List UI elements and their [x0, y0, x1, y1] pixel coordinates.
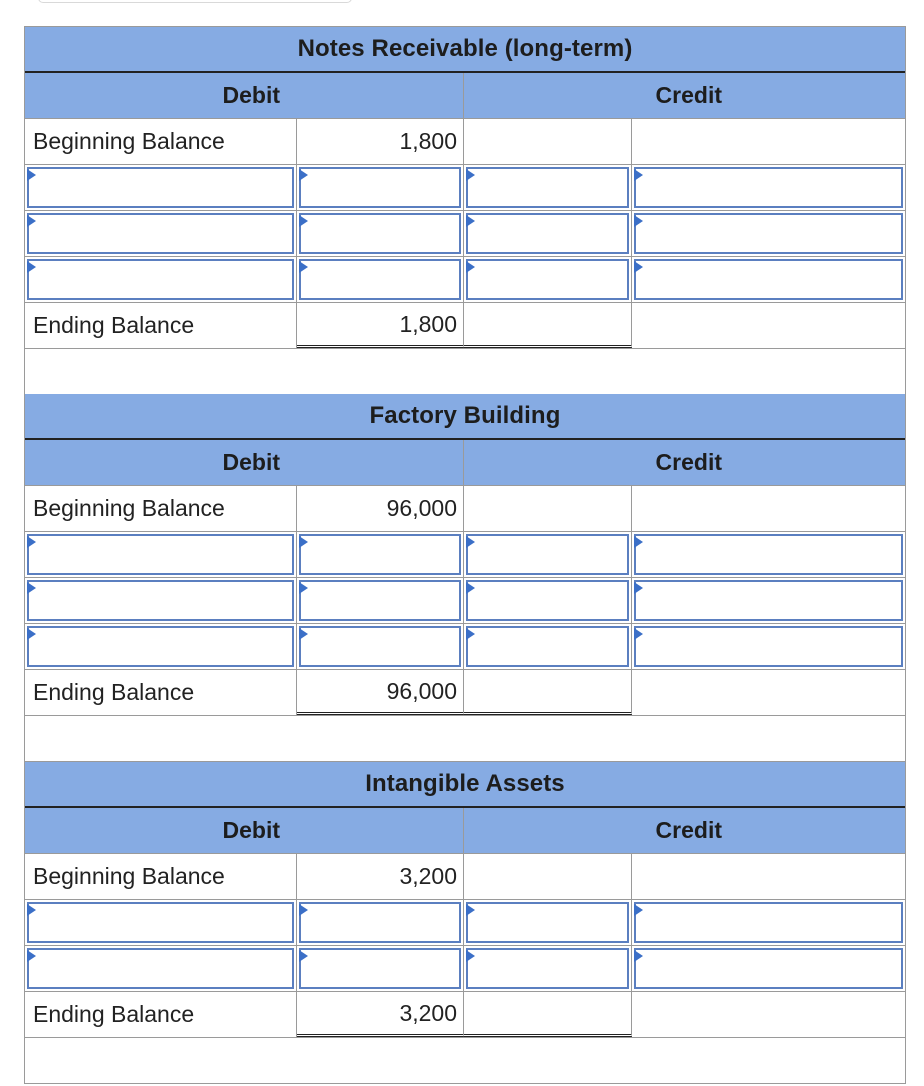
- credit-header: Credit: [655, 449, 722, 475]
- debit-header: Debit: [222, 82, 280, 108]
- dropdown-arrow-icon: [466, 950, 475, 962]
- dropdown-arrow-icon: [466, 169, 475, 181]
- debit-amount-input[interactable]: [299, 580, 461, 621]
- credit-amount-input[interactable]: [466, 213, 629, 254]
- dropdown-arrow-icon: [634, 169, 643, 181]
- beginning-balance-value: 1,800: [297, 119, 464, 164]
- debit-amount-input[interactable]: [299, 167, 461, 208]
- beginning-balance-label: Beginning Balance: [25, 486, 297, 531]
- debit-account-select[interactable]: [27, 948, 294, 989]
- entry-row: [25, 257, 905, 303]
- dropdown-arrow-icon: [27, 582, 36, 594]
- spacer-row: [25, 349, 905, 395]
- debit-account-select[interactable]: [27, 626, 294, 667]
- dropdown-arrow-icon: [27, 261, 36, 273]
- ending-balance-label: Ending Balance: [25, 670, 297, 715]
- header-row: [25, 808, 905, 854]
- debit-amount-input[interactable]: [299, 534, 461, 575]
- ending-balance-label: Ending Balance: [25, 992, 297, 1037]
- beginning-balance-label: Beginning Balance: [25, 119, 297, 164]
- dropdown-arrow-icon: [299, 950, 308, 962]
- credit-account-select[interactable]: [634, 580, 903, 621]
- ending-balance-row: [25, 303, 905, 349]
- header-row: [25, 73, 905, 119]
- dropdown-arrow-icon: [466, 582, 475, 594]
- dropdown-arrow-icon: [634, 536, 643, 548]
- entry-row: [25, 532, 905, 578]
- beginning-balance-label: Beginning Balance: [25, 854, 297, 899]
- dropdown-arrow-icon: [299, 215, 308, 227]
- credit-account-select[interactable]: [634, 948, 903, 989]
- debit-account-select[interactable]: [27, 167, 294, 208]
- dropdown-arrow-icon: [27, 628, 36, 640]
- credit-account-select[interactable]: [634, 534, 903, 575]
- dropdown-arrow-icon: [299, 536, 308, 548]
- ending-balance-row: [25, 992, 905, 1038]
- credit-amount-input[interactable]: [466, 626, 629, 667]
- credit-header: Credit: [655, 82, 722, 108]
- debit-account-select[interactable]: [27, 534, 294, 575]
- entry-row: [25, 578, 905, 624]
- credit-amount-input[interactable]: [466, 259, 629, 300]
- debit-account-select[interactable]: [27, 580, 294, 621]
- header-row: [25, 440, 905, 486]
- beginning-balance-row: [25, 854, 905, 900]
- dropdown-arrow-icon: [27, 215, 36, 227]
- ending-balance-value: 3,200: [297, 992, 464, 1037]
- debit-account-select[interactable]: [27, 902, 294, 943]
- beginning-balance-row: [25, 119, 905, 165]
- debit-header: Debit: [222, 449, 280, 475]
- credit-account-select[interactable]: [634, 259, 903, 300]
- debit-amount-input[interactable]: [299, 213, 461, 254]
- credit-amount-input[interactable]: [466, 580, 629, 621]
- ending-balance-value: 96,000: [297, 670, 464, 715]
- spacer-row: [25, 1038, 905, 1084]
- dropdown-arrow-icon: [466, 536, 475, 548]
- top-bar-remnant: [38, 0, 352, 3]
- entry-row: [25, 946, 905, 992]
- credit-amount-input[interactable]: [466, 534, 629, 575]
- account-title: Intangible Assets: [25, 762, 905, 808]
- debit-amount-input[interactable]: [299, 902, 461, 943]
- dropdown-arrow-icon: [27, 904, 36, 916]
- dropdown-arrow-icon: [634, 215, 643, 227]
- dropdown-arrow-icon: [299, 582, 308, 594]
- beginning-balance-value: 96,000: [297, 486, 464, 531]
- dropdown-arrow-icon: [634, 628, 643, 640]
- credit-account-select[interactable]: [634, 213, 903, 254]
- dropdown-arrow-icon: [27, 169, 36, 181]
- dropdown-arrow-icon: [299, 169, 308, 181]
- account-title: Notes Receivable (long-term): [25, 27, 905, 73]
- credit-amount-input[interactable]: [466, 902, 629, 943]
- entry-row: [25, 624, 905, 670]
- dropdown-arrow-icon: [466, 628, 475, 640]
- t-account-factory-building: [24, 394, 906, 762]
- dropdown-arrow-icon: [27, 950, 36, 962]
- entry-row: [25, 165, 905, 211]
- dropdown-arrow-icon: [634, 950, 643, 962]
- dropdown-arrow-icon: [466, 215, 475, 227]
- dropdown-arrow-icon: [466, 261, 475, 273]
- debit-header: Debit: [222, 817, 280, 843]
- dropdown-arrow-icon: [299, 628, 308, 640]
- t-account-intangible-assets: [24, 762, 906, 1084]
- debit-amount-input[interactable]: [299, 948, 461, 989]
- credit-amount-input[interactable]: [466, 948, 629, 989]
- t-account-notes-receivable: [24, 26, 906, 395]
- debit-account-select[interactable]: [27, 213, 294, 254]
- credit-account-select[interactable]: [634, 626, 903, 667]
- debit-amount-input[interactable]: [299, 626, 461, 667]
- dropdown-arrow-icon: [634, 904, 643, 916]
- beginning-balance-value: 3,200: [297, 854, 464, 899]
- beginning-balance-row: [25, 486, 905, 532]
- account-title: Factory Building: [25, 394, 905, 440]
- credit-amount-input[interactable]: [466, 167, 629, 208]
- entry-row: [25, 900, 905, 946]
- ending-balance-label: Ending Balance: [25, 303, 297, 348]
- dropdown-arrow-icon: [466, 904, 475, 916]
- dropdown-arrow-icon: [299, 904, 308, 916]
- dropdown-arrow-icon: [634, 582, 643, 594]
- debit-account-select[interactable]: [27, 259, 294, 300]
- credit-account-select[interactable]: [634, 902, 903, 943]
- debit-amount-input[interactable]: [299, 259, 461, 300]
- credit-header: Credit: [655, 817, 722, 843]
- ending-balance-value: 1,800: [297, 303, 464, 348]
- spacer-row: [25, 716, 905, 762]
- dropdown-arrow-icon: [299, 261, 308, 273]
- entry-row: [25, 211, 905, 257]
- dropdown-arrow-icon: [634, 261, 643, 273]
- dropdown-arrow-icon: [27, 536, 36, 548]
- ending-balance-row: [25, 670, 905, 716]
- credit-account-select[interactable]: [634, 167, 903, 208]
